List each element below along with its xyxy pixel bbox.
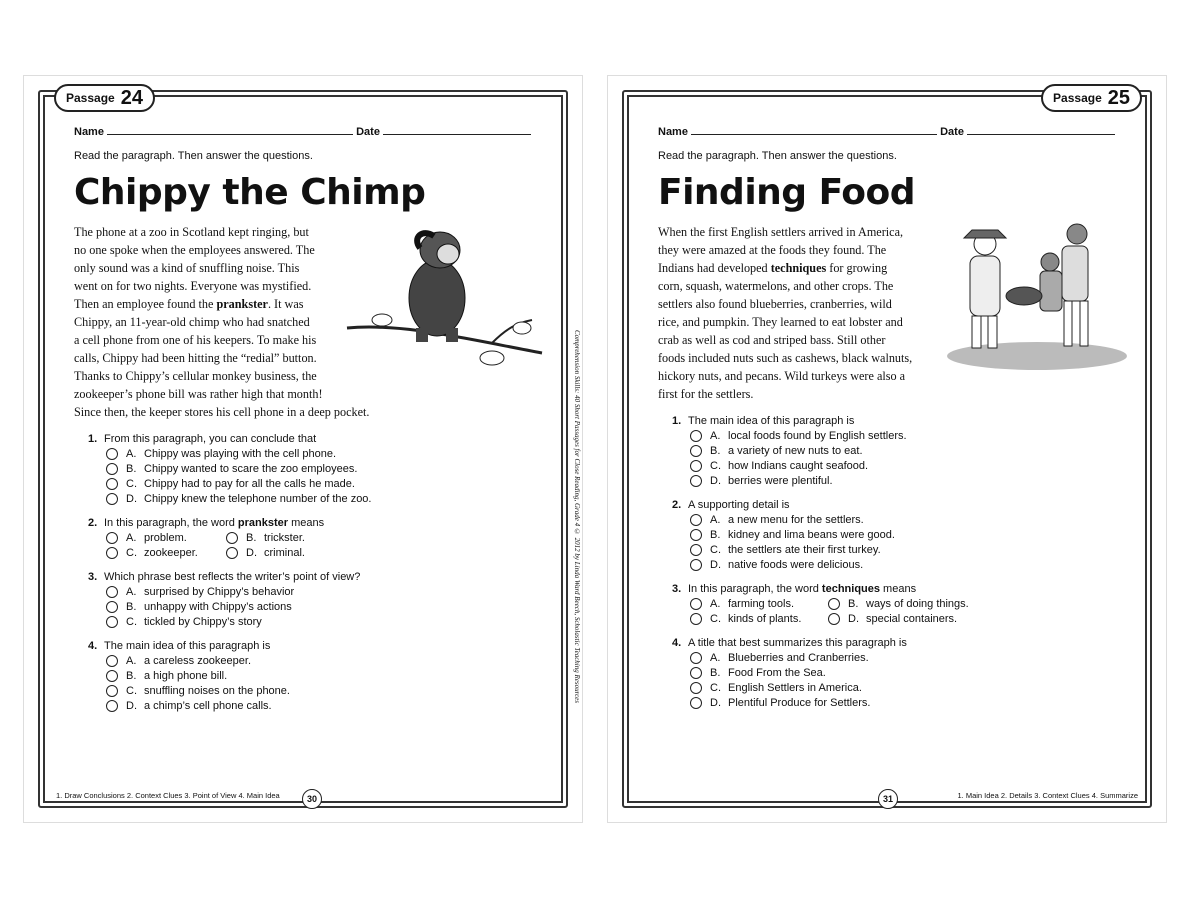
name-label: Name xyxy=(658,126,688,138)
answer-option[interactable]: C. kinds of plants. xyxy=(690,613,828,625)
paragraph-line: no one spoke when the employees answered. The xyxy=(74,243,315,257)
name-field[interactable] xyxy=(691,124,937,135)
worksheet-page-right xyxy=(608,76,1166,822)
question-2: 2. In this paragraph, the word prankster means A. problem. B. trickster. C. zookeeper. D. criminal. xyxy=(74,517,542,559)
answer-option[interactable]: A. surprised by Chippy’s behavior xyxy=(106,586,542,598)
answer-bubble[interactable] xyxy=(106,655,118,667)
answer-option[interactable]: D. Chippy knew the telephone number of the zoo. xyxy=(106,493,542,505)
answer-option[interactable]: B. ways of doing things. xyxy=(828,598,988,610)
answer-option[interactable]: C. English Settlers in America. xyxy=(690,682,1126,694)
question-number: 2. xyxy=(672,499,682,511)
answer-bubble[interactable] xyxy=(226,547,238,559)
answer-bubble[interactable] xyxy=(828,598,840,610)
paragraph-line: zookeeper’s phone bill was rather high that month! xyxy=(74,387,323,401)
answer-option[interactable]: A. problem. xyxy=(106,532,226,544)
answer-bubble[interactable] xyxy=(690,598,702,610)
paragraph-line: Then an employee found the prankster. It was xyxy=(74,297,304,311)
worksheet-page-left xyxy=(24,76,582,822)
vocab-word: prankster xyxy=(216,297,268,311)
answer-bubble[interactable] xyxy=(106,463,118,475)
answer-bubble[interactable] xyxy=(106,448,118,460)
answer-bubble[interactable] xyxy=(690,652,702,664)
question-3: 3. In this paragraph, the word techniques means A. farming tools. B. ways of doing things. C. kinds of plants. D. special containers. xyxy=(658,583,1126,625)
question-4 xyxy=(658,637,1126,709)
question-text: A supporting detail is xyxy=(688,499,790,511)
date-field[interactable] xyxy=(967,124,1115,135)
answer-option[interactable]: C. snuffling noises on the phone. xyxy=(106,685,542,697)
passage-number: 24 xyxy=(120,87,143,109)
page-number: 30 xyxy=(302,789,322,809)
answer-bubble[interactable] xyxy=(106,532,118,544)
name-date-row xyxy=(74,124,542,138)
answer-bubble[interactable] xyxy=(690,445,702,457)
answer-option[interactable]: B. unhappy with Chippy’s actions xyxy=(106,601,542,613)
paragraph-line: Indians had developed techniques for growing xyxy=(658,261,888,275)
answer-option[interactable]: C. Chippy had to pay for all the calls he made. xyxy=(106,478,542,490)
skills-footer: 1. Main Idea 2. Details 3. Context Clues 4. Summarize xyxy=(957,791,1138,800)
answer-option[interactable]: D. native foods were delicious. xyxy=(690,559,1126,571)
paragraph-line: corn, squash, watermelons, and other crops. The xyxy=(658,279,894,293)
answer-option[interactable]: B. a variety of new nuts to eat. xyxy=(690,445,1126,457)
paragraph-line: hickory nuts, and pecans. Wild turkeys were also a xyxy=(658,369,906,383)
skills-footer: 1. Draw Conclusions 2. Context Clues 3. Point of View 4. Main Idea xyxy=(56,791,280,800)
answer-bubble[interactable] xyxy=(226,532,238,544)
question-3 xyxy=(74,571,542,628)
answer-bubble[interactable] xyxy=(106,493,118,505)
question-text: The main idea of this paragraph is xyxy=(104,640,271,652)
answer-bubble[interactable] xyxy=(690,430,702,442)
paragraph-line: only sound was a kind of snuffling noise. This xyxy=(74,261,300,275)
paragraph-line: When the first English settlers arrived in America, xyxy=(658,225,904,239)
answer-option[interactable]: D. Plentiful Produce for Settlers. xyxy=(690,697,1126,709)
answer-bubble[interactable] xyxy=(690,682,702,694)
answer-option[interactable]: B. Food From the Sea. xyxy=(690,667,1126,679)
answer-option[interactable]: D. berries were plentiful. xyxy=(690,475,1126,487)
paragraph-line: settlers also found blueberries, cranberries, wild xyxy=(658,297,892,311)
copyright-spine-text: Comprehension Skills: 40 Short Passages for Close Reading, Grade 4 © 2012 by Linda Ward Beech, Scholastic Teaching Resources xyxy=(573,330,581,704)
answer-option[interactable]: D. criminal. xyxy=(226,547,346,559)
passage-badge xyxy=(54,84,155,112)
question-number: 2. xyxy=(88,517,98,529)
date-label: Date xyxy=(356,126,380,138)
answer-option[interactable]: B. Chippy wanted to scare the zoo employees. xyxy=(106,463,542,475)
paragraph-line: first for the settlers. xyxy=(658,387,754,401)
name-field[interactable] xyxy=(107,124,353,135)
passage-number: 25 xyxy=(1107,87,1130,109)
answer-bubble[interactable] xyxy=(106,700,118,712)
question-4 xyxy=(74,640,542,712)
answer-option[interactable]: D. a chimp’s cell phone calls. xyxy=(106,700,542,712)
paragraph-line: rice, and pumpkin. They learned to eat lobster and xyxy=(658,315,903,329)
answer-bubble[interactable] xyxy=(106,685,118,697)
question-number: 3. xyxy=(672,583,682,595)
answer-bubble[interactable] xyxy=(106,601,118,613)
paragraph-line: Since then, the keeper stores his cell phone in a deep pocket. xyxy=(74,405,370,419)
answer-option[interactable]: C. zookeeper. xyxy=(106,547,226,559)
question-number: 4. xyxy=(88,640,98,652)
answer-bubble[interactable] xyxy=(690,667,702,679)
answer-option[interactable]: A. local foods found by English settlers. xyxy=(690,430,1126,442)
answer-bubble[interactable] xyxy=(690,613,702,625)
answer-option[interactable]: C. tickled by Chippy’s story xyxy=(106,616,542,628)
question-text: The main idea of this paragraph is xyxy=(688,415,855,427)
question-1 xyxy=(74,433,542,505)
question-2 xyxy=(658,499,1126,571)
answer-option[interactable]: A. Blueberries and Cranberries. xyxy=(690,652,1126,664)
answer-option[interactable]: A. Chippy was playing with the cell phone. xyxy=(106,448,542,460)
answer-option[interactable]: B. a high phone bill. xyxy=(106,670,542,682)
question-text: A title that best summarizes this paragraph is xyxy=(688,637,907,649)
answer-option[interactable]: C. the settlers ate their first turkey. xyxy=(690,544,1126,556)
answer-option[interactable]: A. farming tools. xyxy=(690,598,828,610)
date-label: Date xyxy=(940,126,964,138)
answer-option[interactable]: D. special containers. xyxy=(828,613,988,625)
question-number: 1. xyxy=(88,433,98,445)
passage-label: Passage xyxy=(1053,91,1102,105)
answer-option[interactable]: B. kidney and lima beans were good. xyxy=(690,529,1126,541)
answer-bubble[interactable] xyxy=(828,613,840,625)
passage-paragraph xyxy=(658,223,920,403)
answer-bubble[interactable] xyxy=(106,616,118,628)
answer-bubble[interactable] xyxy=(690,697,702,709)
question-number: 1. xyxy=(672,415,682,427)
answer-option[interactable]: A. a careless zookeeper. xyxy=(106,655,542,667)
passage-title: Chippy the Chimp xyxy=(74,172,426,213)
answer-option[interactable]: C. how Indians caught seafood. xyxy=(690,460,1126,472)
answer-bubble[interactable] xyxy=(106,670,118,682)
paragraph-line: went on for two nights. Everyone was mystified. xyxy=(74,279,312,293)
paragraph-line: Chippy, an 11-year-old chimp who had snatched xyxy=(74,315,310,329)
question-number: 4. xyxy=(672,637,682,649)
question-text: Which phrase best reflects the writer’s point of view? xyxy=(104,571,361,583)
answer-option[interactable]: B. trickster. xyxy=(226,532,346,544)
paragraph-line: crab as well as cod and striped bass. Still other xyxy=(658,333,886,347)
passage-label: Passage xyxy=(66,91,115,105)
instructions: Read the paragraph. Then answer the questions. xyxy=(74,150,313,162)
answer-bubble[interactable] xyxy=(690,514,702,526)
passage-title: Finding Food xyxy=(658,172,915,213)
question-number: 3. xyxy=(88,571,98,583)
settlers-with-food-illustration xyxy=(942,216,1132,376)
answer-bubble[interactable] xyxy=(106,547,118,559)
answer-bubble[interactable] xyxy=(106,478,118,490)
chimp-on-branch-illustration xyxy=(342,228,552,378)
paragraph-line: they were amazed at the foods they found. The xyxy=(658,243,887,257)
answer-bubble[interactable] xyxy=(690,460,702,472)
vocab-word: techniques xyxy=(770,261,827,275)
answer-bubble[interactable] xyxy=(106,586,118,598)
answer-bubble[interactable] xyxy=(690,544,702,556)
answer-bubble[interactable] xyxy=(690,475,702,487)
instructions: Read the paragraph. Then answer the questions. xyxy=(658,150,897,162)
date-field[interactable] xyxy=(383,124,531,135)
question-text: From this paragraph, you can conclude that xyxy=(104,433,317,445)
paragraph-line: a cell phone from one of his keepers. To make his xyxy=(74,333,317,347)
page-number: 31 xyxy=(878,789,898,809)
answer-bubble[interactable] xyxy=(690,559,702,571)
passage-badge xyxy=(1041,84,1142,112)
answer-bubble[interactable] xyxy=(690,529,702,541)
name-date-row xyxy=(658,124,1126,138)
paragraph-line: calls, Chippy had been hitting the “redial” button. xyxy=(74,351,317,365)
paragraph-line: foods included nuts such as cashews, black walnuts, xyxy=(658,351,913,365)
paragraph-line: The phone at a zoo in Scotland kept ringing, but xyxy=(74,225,309,239)
question-1 xyxy=(658,415,1126,487)
answer-option[interactable]: A. a new menu for the settlers. xyxy=(690,514,1126,526)
name-label: Name xyxy=(74,126,104,138)
paragraph-line: Thanks to Chippy’s cellular monkey business, the xyxy=(74,369,317,383)
